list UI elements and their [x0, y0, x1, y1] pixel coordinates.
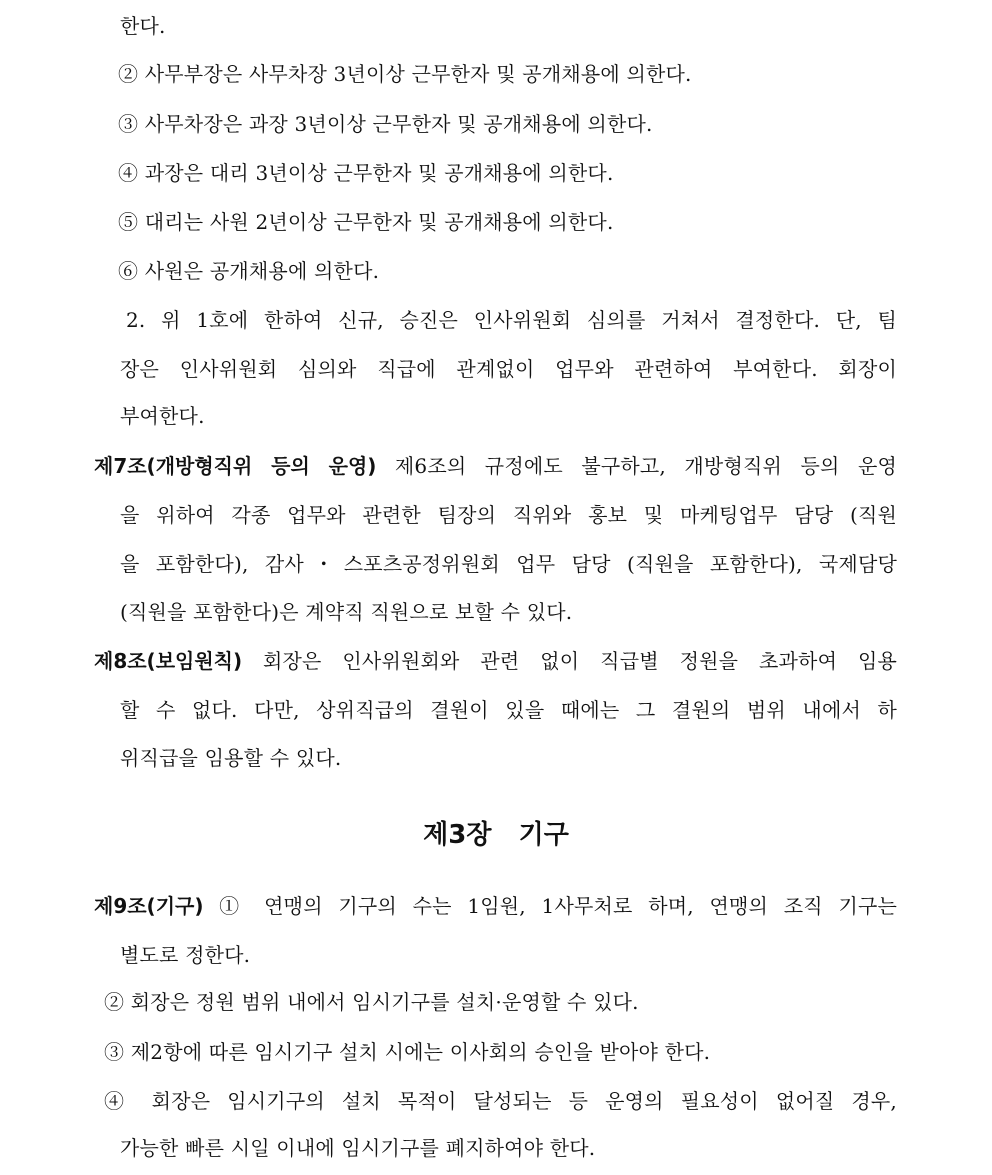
article-7-title: 제7조(개방형직위 등의 운영): [94, 454, 377, 478]
text-line: 가능한 빠른 시일 이내에 임시기구를 폐지하여야 한다.: [120, 1136, 596, 1160]
list-item: ⑤ 대리는 사원 2년이상 근무한자 및 공개채용에 의한다.: [118, 210, 614, 234]
article-8-first-line: [94, 647, 897, 675]
text-line: 을 위하여 각종 업무와 관련한 팀장의 직위와 홍보 및 마케팅업무 담당 (직원: [120, 503, 897, 527]
text-line: 장은 인사위원회 심의와 직급에 관계없이 업무와 관련하여 부여한다. 회장이: [120, 357, 897, 381]
text-line: 할 수 없다. 다만, 상위직급의 결원이 있을 때에는 그 결원의 범위 내에서 하: [120, 698, 897, 722]
article-7-text: 제6조의 규정에도 불구하고, 개방형직위 등의 운영: [376, 454, 897, 478]
text-line: 을 포함한다), 감사・스포츠공정위원회 업무 담당 (직원을 포함한다), 국제담당: [120, 552, 897, 576]
list-item: ③ 제2항에 따른 임시기구 설치 시에는 이사회의 승인을 받아야 한다.: [104, 1040, 711, 1064]
text-line: 부여한다.: [120, 404, 205, 428]
article-9-title: 제9조(기구): [94, 894, 204, 918]
text-line: (직원을 포함한다)은 계약직 직원으로 보할 수 있다.: [120, 600, 573, 624]
chapter-heading: 제3장 기구: [423, 820, 569, 850]
article-8-title: 제8조(보임원칙): [94, 649, 243, 673]
list-item: ③ 사무차장은 과장 3년이상 근무한자 및 공개채용에 의한다.: [118, 112, 653, 136]
article-9-text: ① 연맹의 기구의 수는 1임원, 1사무처로 하며, 연맹의 조직 기구는: [203, 894, 897, 918]
list-item: ④ 과장은 대리 3년이상 근무한자 및 공개채용에 의한다.: [118, 161, 614, 185]
list-item: ④ 회장은 임시기구의 설치 목적이 달성되는 등 운영의 필요성이 없어질 경우,: [104, 1089, 897, 1113]
list-item: ⑥ 사원은 공개채용에 의한다.: [118, 259, 380, 283]
list-item: ② 사무부장은 사무차장 3년이상 근무한자 및 공개채용에 의한다.: [118, 62, 692, 86]
article-8-text: 회장은 인사위원회와 관련 없이 직급별 정원을 초과하여 임용: [242, 649, 897, 673]
article-7-first-line: [94, 452, 897, 480]
text-line: 한다.: [120, 14, 166, 38]
article-9-first-line: [94, 892, 897, 920]
text-line: 위직급을 임용할 수 있다.: [120, 746, 342, 770]
list-item: ② 회장은 정원 범위 내에서 임시기구를 설치·운영할 수 있다.: [104, 990, 639, 1014]
text-line: 별도로 정한다.: [120, 943, 251, 967]
text-line: 2. 위 1호에 한하여 신규, 승진은 인사위원회 심의를 거쳐서 결정한다. 단, 팀: [126, 308, 897, 332]
